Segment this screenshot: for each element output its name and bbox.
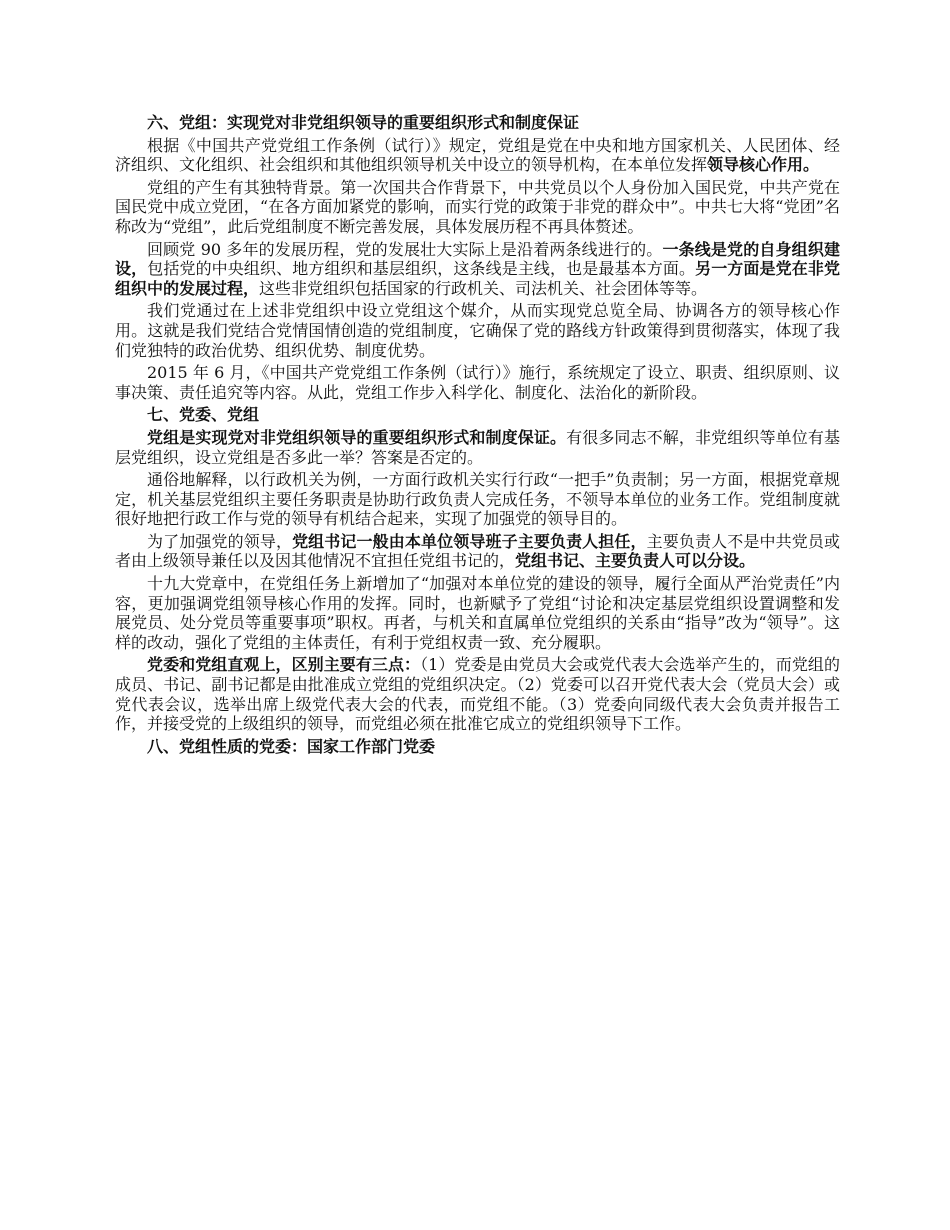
emphasis-text: 另一方面是党在非党组织中的发展过程，	[115, 259, 840, 298]
emphasis-text: 党组是实现党对非党组织领导的重要组织形式和制度保证。	[147, 427, 567, 447]
paragraph-text: 通俗地解释，以行政机关为例，一方面行政机关实行行政“一把手”负责制；另一方面，根据党章规定，机关基层党组织主要任务职责是协助行政负责人完成任务，不领导本单位的业务工作。党组制度就很好地把行政工作与党的领导有机结合起来，实现了加强党的领导目的。	[115, 470, 840, 529]
paragraph-text: 2015 年 6 月，《中国共产党党组工作条例（试行）》施行，系统规定了设立、职责、组织原则、议事决策、责任追究等内容。从此，党组工作步入科学化、制度化、法治化的新阶段。	[115, 363, 840, 402]
body-paragraph	[115, 655, 840, 733]
paragraph-text: 包括党的中央组织、地方组织和基层组织，这条线是主线，也是最基本方面。	[147, 259, 696, 279]
emphasis-text: 党组书记一般由本单位领导班子主要负责人担任，	[292, 531, 647, 551]
paragraph-text: 根据《中国共产党党组工作条例（试行）》规定，党组是党在中央和地方国家机关、人民团体、经济组织、文化组织、社会组织和其他组织领导机关中设立的领导机构，在本单位发挥	[115, 135, 840, 175]
paragraph-text: 十九大党章中，在党组任务上新增加了“加强对本单位党的建设的领导，履行全面从严治党责任”内容，更加强调党组领导核心作用的发挥。同时，也新赋予了党组“讨论和决定基层党组织设置调整和发展党员、处分党员等重要事项”职权。再者，与机关和直属单位党组织的关系由“指导”改为“领导”。这样的改动，强化了党组的主体责任，有利于党组权责一致、充分履职。	[115, 574, 840, 652]
section-heading: 六、党组：实现党对非党组织领导的重要组织形式和制度保证	[147, 113, 580, 132]
body-paragraph	[115, 532, 840, 571]
paragraph-text: 为了加强党的领导，	[147, 531, 293, 551]
body-paragraph	[115, 301, 840, 360]
body-paragraph	[115, 136, 840, 175]
emphasis-text: 党组书记、主要负责人可以分设。	[515, 551, 756, 571]
paragraph-text: 主要负责人不是中共党员或者由上级领导兼任以及因其他情况不宜担任党组书记的，	[115, 531, 840, 571]
emphasis-text: 党委和党组直观上，区别主要有三点：	[147, 655, 421, 675]
body-paragraph	[115, 428, 840, 467]
body-paragraph	[115, 240, 840, 299]
paragraph-text: 回顾党 90 多年的发展历程，党的发展壮大实际上是沿着两条线进行的。	[147, 239, 663, 259]
paragraph-text: （1）党委是由党员大会或党代表大会选举产生的，而党组的成员、书记、副书记都是由批准成立党组的党组织决定。（2）党委可以召开党代表大会（党员大会）或党代表会议，选举出席上级党代表大会的代表，而党组不能。（3）党委向同级代表大会负责并报告工作，并接受党的上级组织的领导，而党组必须在批准它成立的党组织领导下工作。	[115, 655, 840, 734]
body-paragraph	[115, 574, 840, 652]
body-paragraph	[115, 178, 840, 237]
paragraph-text: 党组的产生有其独特背景。第一次国共合作背景下，中共党员以个人身份加入国民党，中共产党在国民党中成立党团，“在各方面加紧党的影响，而实行党的政策于非党的群众中”。中共七大将“党团”名称改为“党组”，此后党组制度不断完善发展，具体发展历程不再具体赘述。	[115, 177, 840, 236]
document-body	[115, 113, 840, 759]
emphasis-text: 一条线是党的自身组织建设，	[115, 239, 840, 279]
section-heading: 七、党委、党组	[147, 405, 260, 425]
body-paragraph	[115, 363, 840, 402]
paragraph-text: 这些非党组织包括国家的行政机关、司法机关、社会团体等等。	[259, 278, 708, 298]
paragraph-text: 我们党通过在上述非党组织中设立党组这个媒介，从而实现党总览全局、协调各方的领导核心作用。这就是我们党结合党情国情创造的党组制度，它确保了党的路线方针政策得到贯彻落实，体现了我们党独特的政治优势、组织优势、制度优势。	[115, 301, 840, 360]
body-paragraph	[115, 470, 840, 529]
paragraph-text: 有很多同志不解，非党组织等单位有基层党组织，设立党组是否多此一举？答案是否定的。	[115, 427, 840, 467]
section-heading: 八、党组性质的党委：国家工作部门党委	[147, 736, 436, 756]
emphasis-text: 领导核心作用。	[707, 155, 820, 175]
